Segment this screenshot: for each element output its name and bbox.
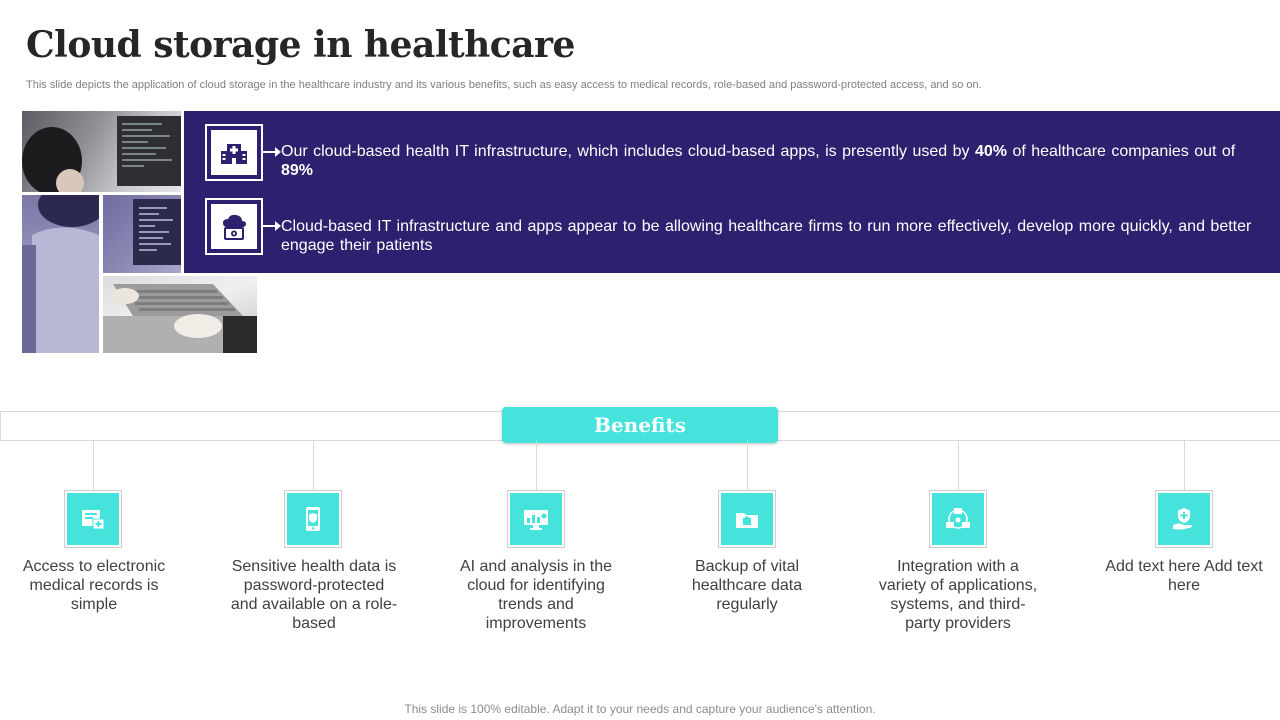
footer-note: This slide is 100% editable. Adapt it to your needs and capture your audience's attention. — [404, 702, 876, 716]
benefit-label: Backup of vital healthcare data regularly — [691, 558, 803, 613]
banner-item-adoption — [205, 124, 1261, 181]
benefit-label: Sensitive health data is password-protected and available on a role-based — [230, 558, 398, 632]
photo-hands-keyboard — [103, 276, 257, 353]
connector-line — [958, 441, 959, 491]
benefit-label: Add text here Add text here — [1105, 558, 1263, 594]
benefit-label: Access to electronic medical records is simple — [22, 558, 166, 613]
backup-folder-icon — [718, 490, 776, 548]
photo-person-back — [22, 195, 99, 353]
connector-line — [313, 441, 314, 491]
cloud-settings-icon — [205, 198, 263, 255]
page-subtitle: This slide depicts the application of cloud storage in the healthcare industry and its various benefits, such as easy access to medical records, role-based and password-protected access, and so on. — [26, 79, 982, 91]
banner-item-text: Our cloud-based health IT infrastructure, which includes cloud-based apps, is presently used by 40% of healthcare companies out of 89% — [281, 143, 1236, 179]
analytics-screen-icon — [507, 490, 565, 548]
arrow-right-icon — [263, 225, 279, 227]
shield-hand-icon — [1155, 490, 1213, 548]
connector-line — [747, 441, 748, 491]
banner-item-efficiency — [205, 198, 1261, 255]
benefits-heading: Benefits — [502, 407, 778, 443]
medical-records-icon — [64, 490, 122, 548]
phone-shield-icon — [284, 490, 342, 548]
connector-line — [1184, 441, 1185, 491]
benefit-label: Integration with a variety of applications, systems, and third-party providers — [878, 558, 1038, 632]
info-banner — [184, 111, 1280, 273]
arrow-right-icon — [263, 151, 279, 153]
benefit-label: AI and analysis in the cloud for identifying trends and improvements — [459, 558, 613, 632]
connector-line — [536, 441, 537, 491]
photo-code-screen — [103, 195, 181, 273]
hospital-building-icon — [205, 124, 263, 181]
banner-item-text: Cloud-based IT infrastructure and apps appear to be allowing healthcare firms to run more effectively, develop more quickly, and better engage their patients — [281, 218, 1252, 254]
connector-line — [93, 441, 94, 491]
page-title: Cloud storage in healthcare — [26, 24, 575, 66]
network-integration-icon — [929, 490, 987, 548]
photo-developer-monitor — [22, 111, 181, 192]
